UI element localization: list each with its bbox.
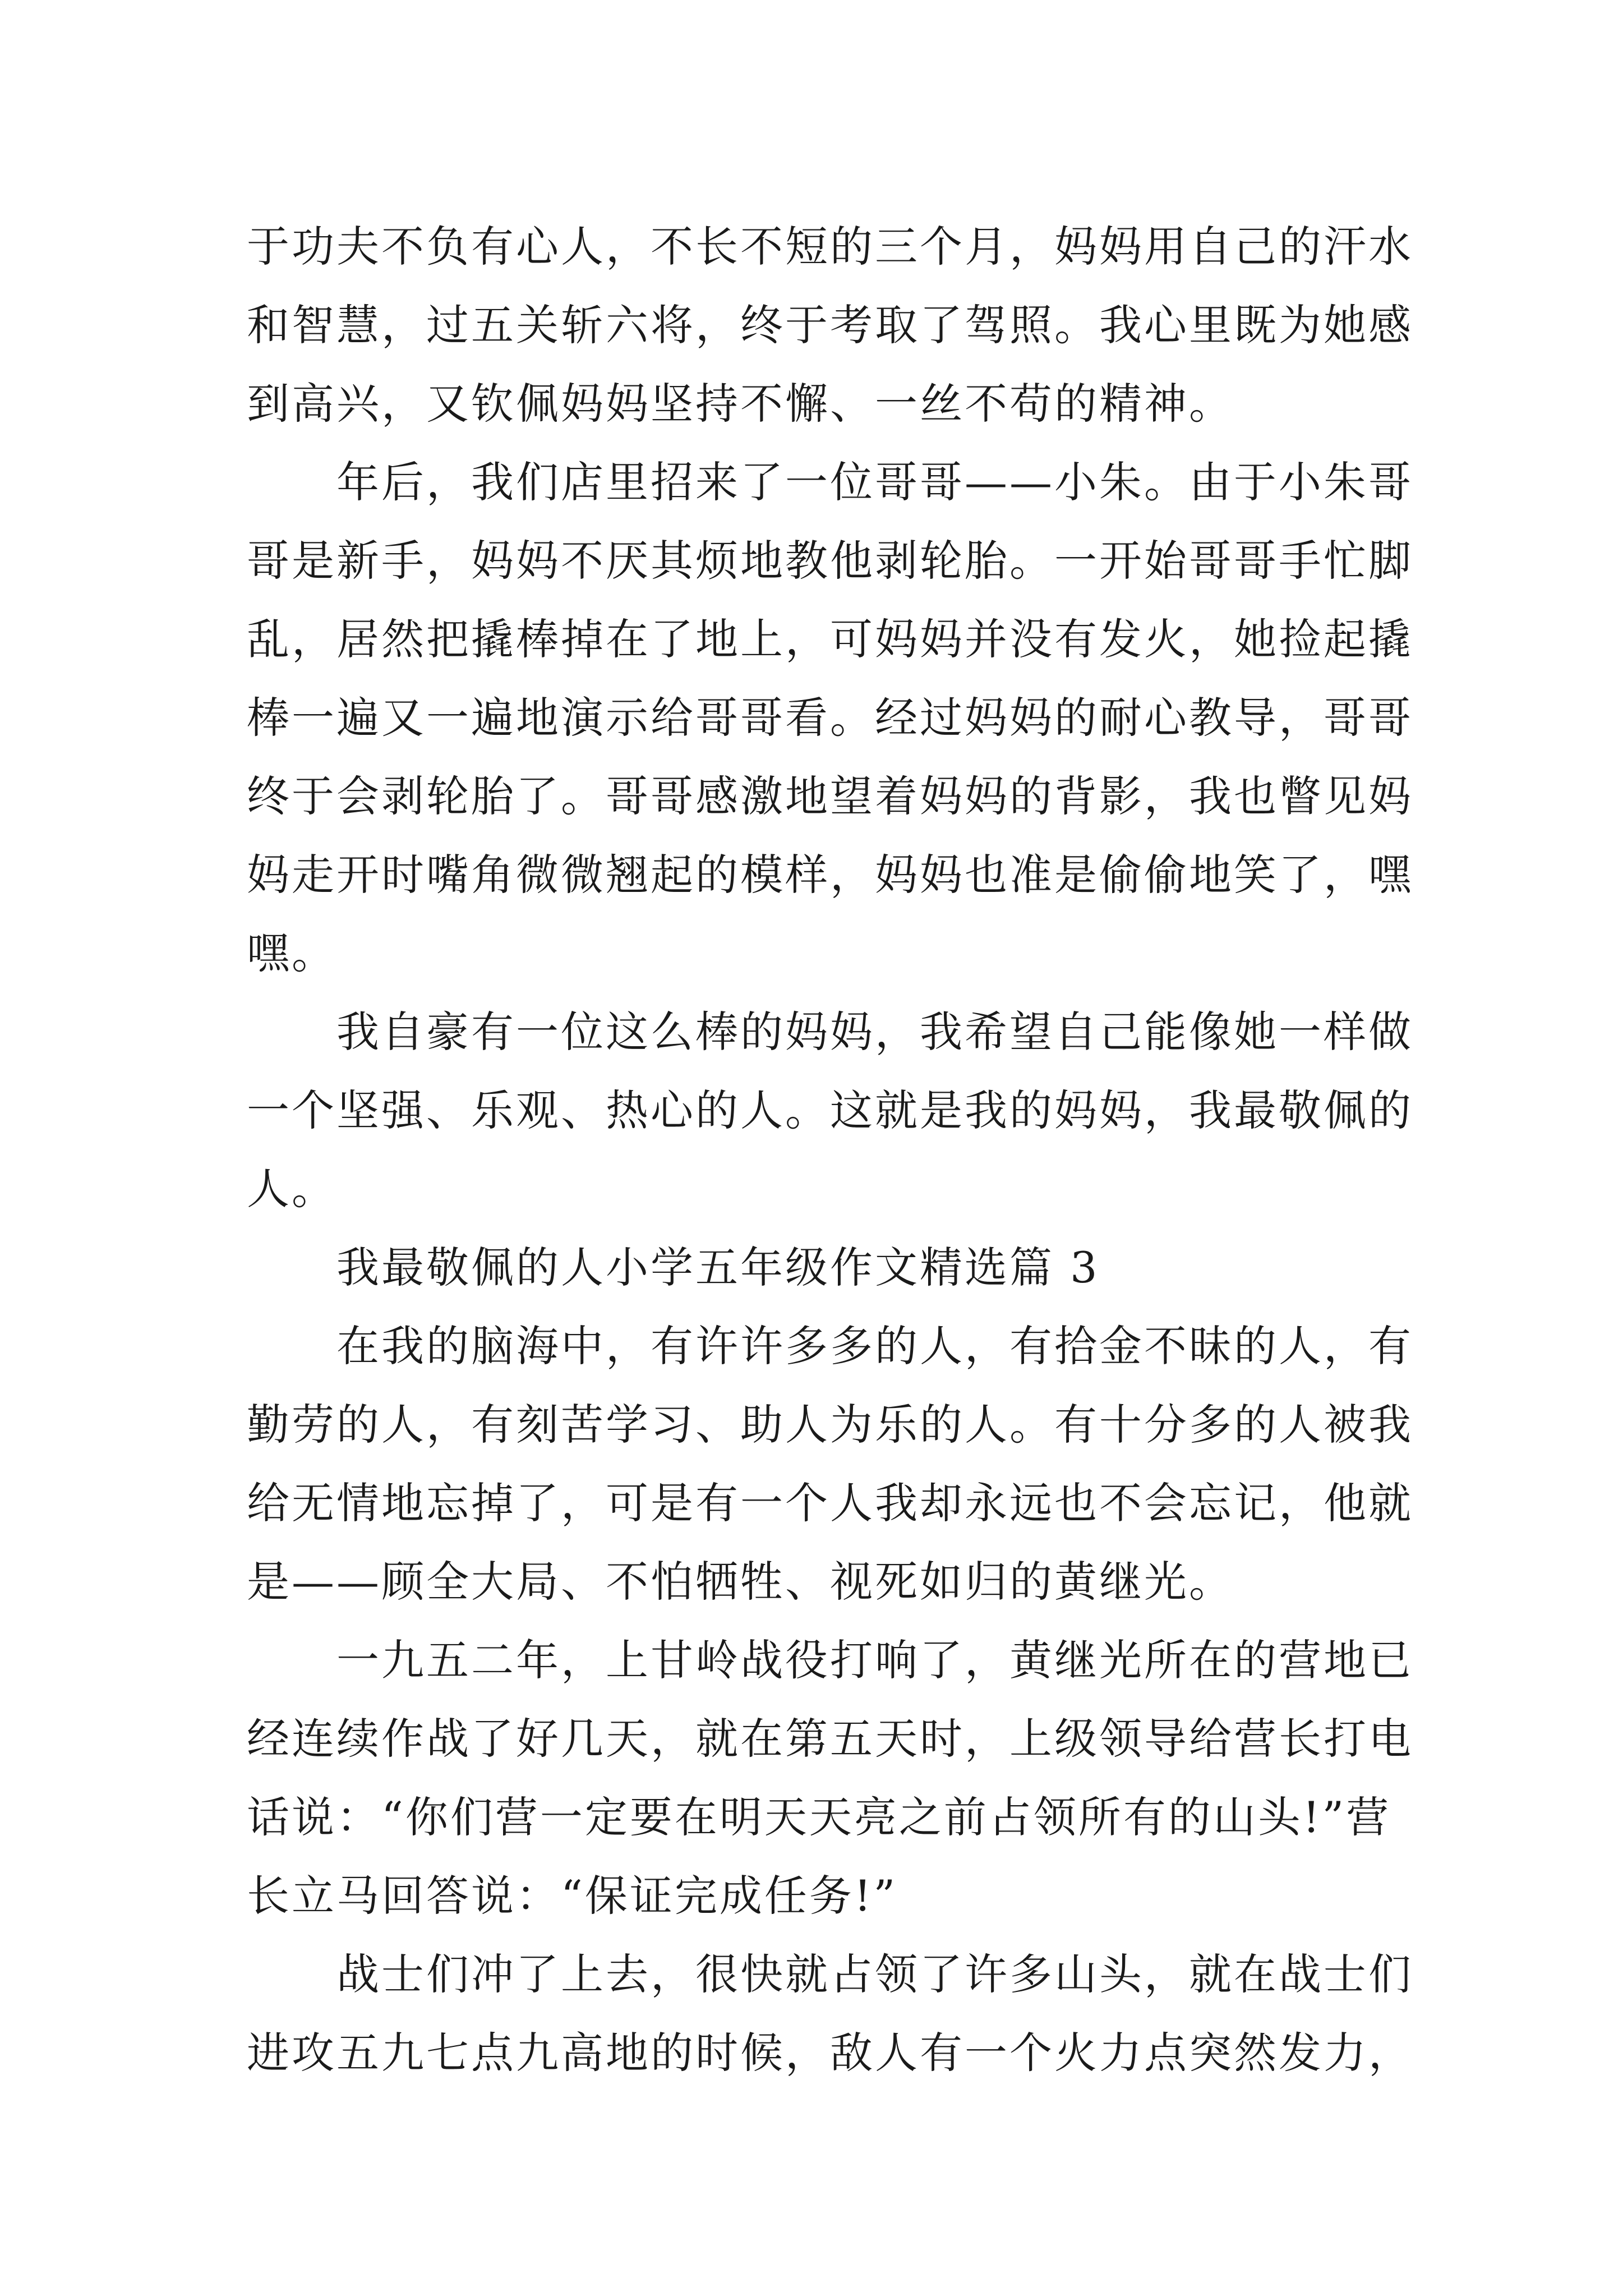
text-line: 人。 — [247, 1164, 336, 1214]
text-line: 于功夫不负有心人，不长不短的三个月，妈妈用自己的汗水 — [247, 222, 1413, 272]
text-line: 嘿。 — [247, 928, 336, 978]
text-line: 棒一遍又一遍地演示给哥哥看。经过妈妈的耐心教导，哥哥 — [247, 693, 1413, 743]
text-line: 在我的脑海中，有许许多多的人，有拾金不昧的人，有 — [336, 1321, 1413, 1371]
text-line: 是——顾全大局、不怕牺牲、视死如归的黄继光。 — [247, 1557, 1234, 1607]
section-heading: 我最敬佩的人小学五年级作文精选篇 3 — [336, 1243, 1100, 1292]
text-line: 战士们冲了上去，很快就占领了许多山头，就在战士们 — [336, 1949, 1413, 1999]
text-line: 年后，我们店里招来了一位哥哥——小朱。由于小朱哥 — [336, 457, 1413, 507]
text-line: 我自豪有一位这么棒的妈妈，我希望自己能像她一样做 — [336, 1007, 1413, 1057]
text-line: 和智慧，过五关斩六将，终于考取了驾照。我心里既为她感 — [247, 300, 1413, 350]
text-line: 经连续作战了好几天，就在第五天时，上级领导给营长打电 — [247, 1714, 1413, 1764]
text-line: 给无情地忘掉了，可是有一个人我却永远也不会忘记，他就 — [247, 1478, 1413, 1528]
text-line: 一个坚强、乐观、热心的人。这就是我的妈妈，我最敬佩的 — [247, 1085, 1413, 1135]
text-line: 乱，居然把撬棒掉在了地上，可妈妈并没有发火，她捡起撬 — [247, 614, 1413, 664]
text-line: 进攻五九七点九高地的时候，敌人有一个火力点突然发力， — [247, 2028, 1413, 2078]
text-line: 勤劳的人，有刻苦学习、助人为乐的人。有十分多的人被我 — [247, 1400, 1413, 1450]
essay-body — [247, 208, 1413, 2092]
text-line: 终于会剥轮胎了。哥哥感激地望着妈妈的背影，我也瞥见妈 — [247, 771, 1413, 821]
text-line: 妈走开时嘴角微微翘起的模样，妈妈也准是偷偷地笑了，嘿 — [247, 850, 1413, 900]
text-line: 长立马回答说：“保证完成任务!” — [247, 1871, 898, 1921]
text-line: 一九五二年，上甘岭战役打响了，黄继光所在的营地已 — [336, 1635, 1413, 1685]
text-line: 哥是新手，妈妈不厌其烦地教他剥轮胎。一开始哥哥手忙脚 — [247, 536, 1413, 586]
text-line: 话说：“你们营一定要在明天天亮之前占领所有的山头!”营 — [247, 1792, 1391, 1842]
text-line: 到高兴，又钦佩妈妈坚持不懈、一丝不苟的精神。 — [247, 379, 1234, 429]
